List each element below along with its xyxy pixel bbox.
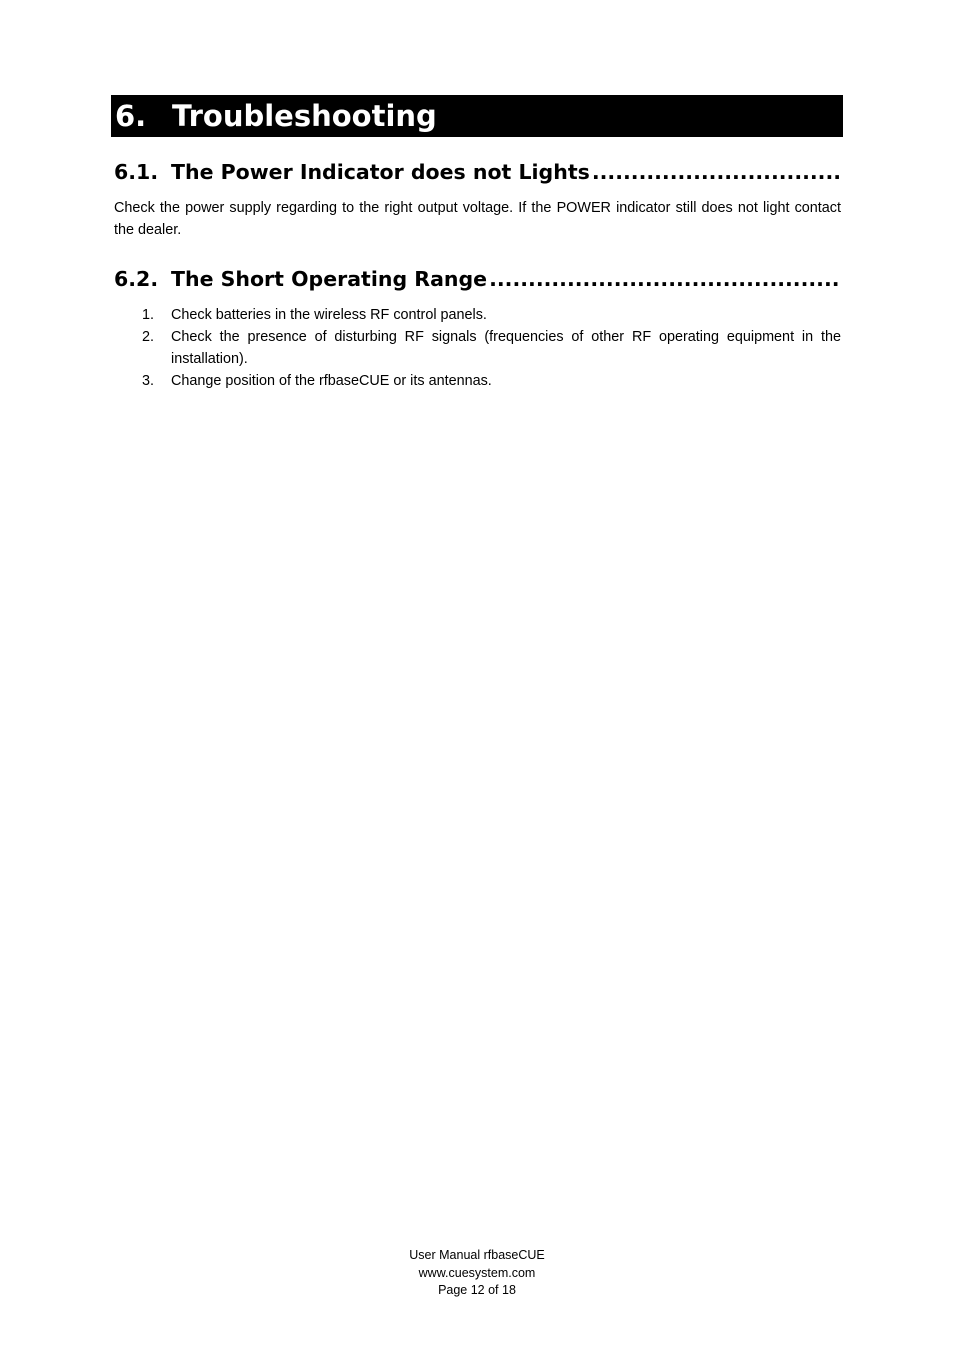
page-footer — [0, 1247, 954, 1300]
footer-website: www.cuesystem.com — [418, 1265, 536, 1280]
list-item — [114, 304, 841, 326]
list-item-number: 1. — [142, 307, 155, 323]
list-item-number: 3. — [142, 373, 155, 389]
troubleshooting-steps-list — [114, 304, 841, 392]
section-heading-power-indicator — [114, 154, 840, 184]
dot-leader — [489, 267, 840, 291]
list-item-text: Check batteries in the wireless RF control panels. — [171, 307, 487, 323]
section-title: The Short Operating Range — [171, 267, 488, 291]
chapter-heading — [111, 95, 843, 137]
section-number: 6.1. — [114, 160, 159, 184]
list-item-text: Check the presence of disturbing RF signals (frequencies of other RF operating equipment in the installation). — [171, 329, 841, 367]
section-title: The Power Indicator does not Lights — [171, 160, 590, 184]
list-item — [114, 326, 841, 370]
dot-leader — [592, 160, 840, 184]
list-item-text: Change position of the rfbaseCUE or its antennas. — [171, 373, 492, 389]
list-item — [114, 370, 841, 392]
chapter-title: Troubleshooting — [172, 99, 437, 133]
section-heading-operating-range — [114, 261, 840, 291]
section-number: 6.2. — [114, 267, 159, 291]
list-item-number: 2. — [142, 329, 155, 345]
section-paragraph: Check the power supply regarding to the right output voltage. If the POWER indicator still does not light contact the dealer. — [114, 200, 841, 238]
chapter-number: 6. — [115, 99, 147, 133]
footer-page-number: Page 12 of 18 — [438, 1283, 516, 1297]
footer-manual-title: User Manual rfbaseCUE — [409, 1248, 545, 1262]
